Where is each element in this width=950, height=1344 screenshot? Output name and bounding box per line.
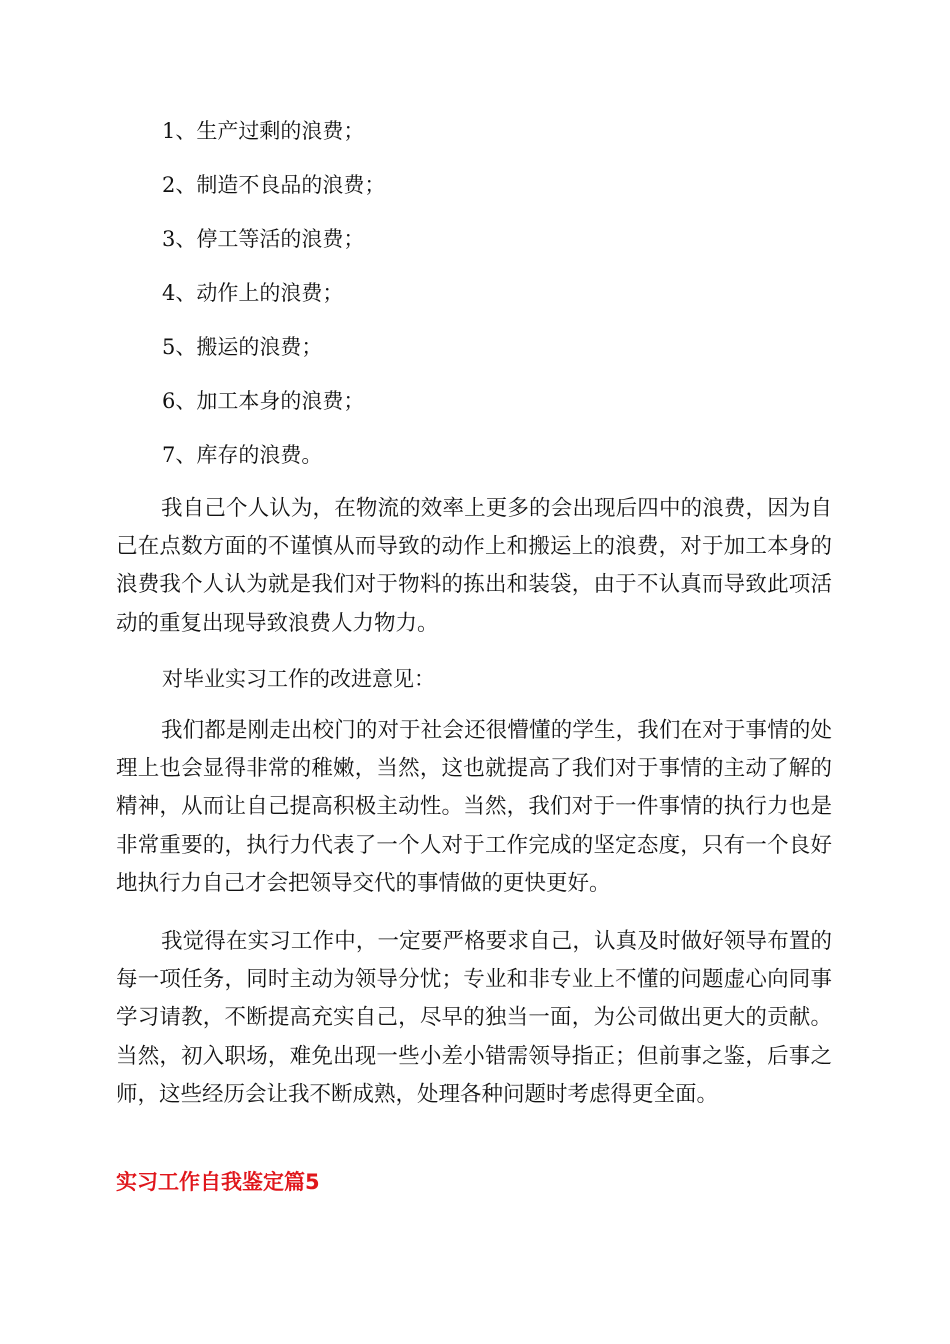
body-paragraph: 我觉得在实习工作中，一定要严格要求自己，认真及时做好领导布置的每一项任务，同时主动为领导分忧；专业和非专业上不懂的问题虚心向同事学习请教，不断提高充实自己，尽早的独当一面，为公司做出更大的贡献。当然，初入职场，难免出现一些小差小错需领导指正；但前事之鉴，后事之师，这些经历会让我不断成熟，处理各种问题时考虑得更全面。 [116,929,832,1107]
improvement-label: 对毕业实习工作的改进意见： [162,667,435,691]
list-item: 1、生产过剩的浪费； [162,119,365,143]
list-item: 4、动作上的浪费； [162,281,344,305]
list-item: 2、制造不良品的浪费； [162,173,386,197]
list-item: 7、库存的浪费。 [162,443,323,467]
list-item: 6、加工本身的浪费； [162,389,365,413]
list-item: 5、搬运的浪费； [162,335,323,359]
body-paragraph: 我自己个人认为，在物流的效率上更多的会出现后四中的浪费，因为自己在点数方面的不谨慎从而导致的动作上和搬运上的浪费，对于加工本身的浪费我个人认为就是我们对于物料的拣出和装袋，由于不认真而导致此项活动的重复出现导致浪费人力物力。 [116,496,832,636]
section-heading: 实习工作自我鉴定篇5 [116,1170,320,1194]
list-item: 3、停工等活的浪费； [162,227,365,251]
body-paragraph: 我们都是刚走出校门的对于社会还很懵懂的学生，我们在对于事情的处理上也会显得非常的稚嫩，当然，这也就提高了我们对于事情的主动了解的精神，从而让自己提高积极主动性。当然，我们对于一件事情的执行力也是非常重要的，执行力代表了一个人对于工作完成的坚定态度，只有一个良好地执行力自己才会把领导交代的事情做的更快更好。 [116,718,832,896]
